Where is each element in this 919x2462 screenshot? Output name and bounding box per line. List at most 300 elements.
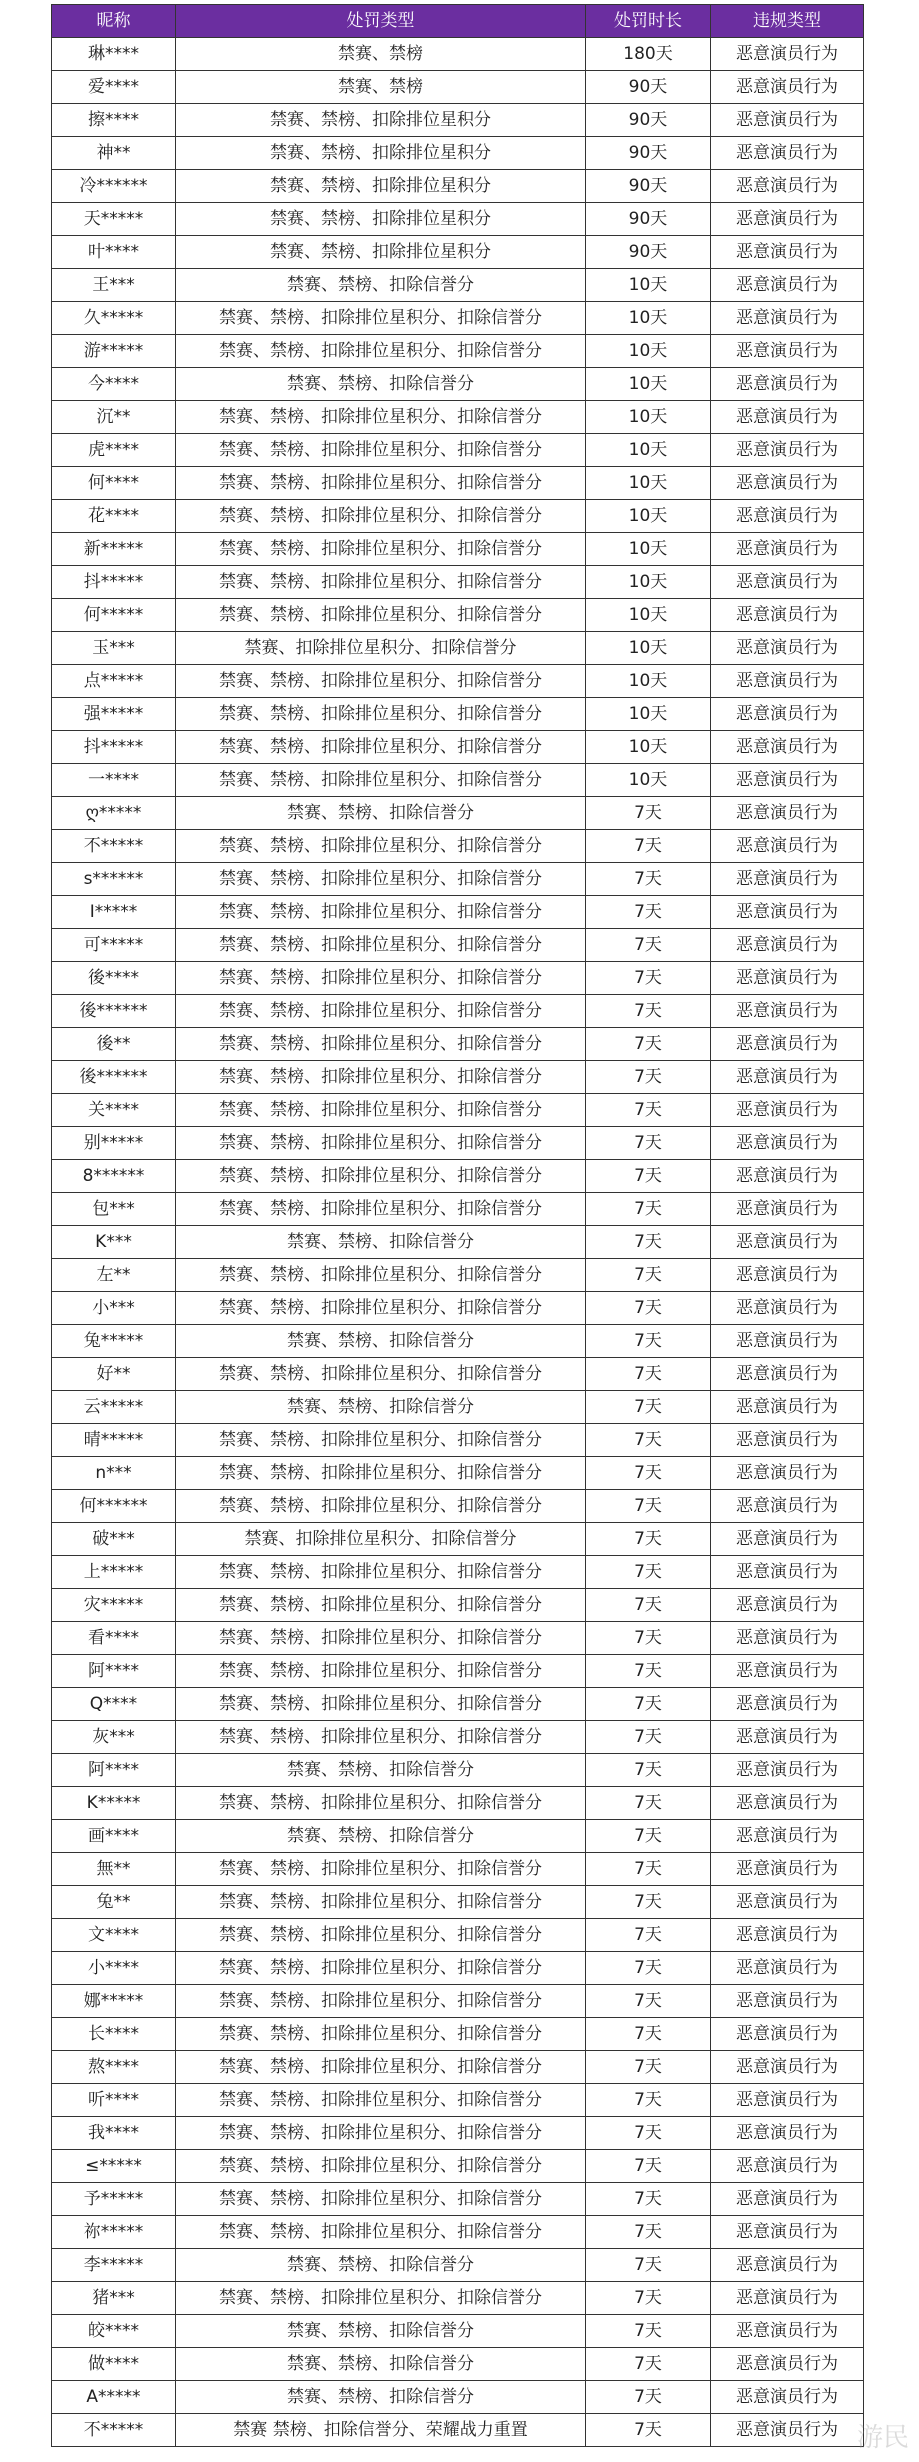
- duration-cell: 7天: [586, 2150, 711, 2183]
- violation-type-cell: 恶意演员行为: [711, 236, 864, 269]
- table-row: [52, 2414, 864, 2447]
- duration-cell: 10天: [586, 566, 711, 599]
- table-row: [52, 995, 864, 1028]
- table-row: [52, 1985, 864, 2018]
- penalty-type-cell: 禁赛、禁榜、扣除排位星积分、扣除信誉分: [176, 1292, 586, 1325]
- table-row: [52, 302, 864, 335]
- penalty-type-cell: 禁赛、禁榜、扣除排位星积分、扣除信誉分: [176, 1160, 586, 1193]
- duration-cell: 7天: [586, 1820, 711, 1853]
- nickname-cell: 好**: [52, 1358, 176, 1391]
- table-row: [52, 401, 864, 434]
- table-row: [52, 467, 864, 500]
- violation-type-cell: 恶意演员行为: [711, 1688, 864, 1721]
- violation-type-cell: 恶意演员行为: [711, 170, 864, 203]
- violation-type-cell: 恶意演员行为: [711, 764, 864, 797]
- penalty-type-cell: 禁赛、禁榜、扣除排位星积分、扣除信誉分: [176, 2018, 586, 2051]
- nickname-cell: 关****: [52, 1094, 176, 1127]
- violation-type-cell: 恶意演员行为: [711, 995, 864, 1028]
- violation-type-cell: 恶意演员行为: [711, 1820, 864, 1853]
- table-row: [52, 1523, 864, 1556]
- penalty-type-cell: 禁赛、禁榜: [176, 38, 586, 71]
- violation-type-cell: 恶意演员行为: [711, 2348, 864, 2381]
- nickname-cell: 何******: [52, 1490, 176, 1523]
- table-row: [52, 533, 864, 566]
- duration-cell: 7天: [586, 2051, 711, 2084]
- penalty-type-cell: 禁赛、禁榜、扣除排位星积分、扣除信誉分: [176, 1853, 586, 1886]
- duration-cell: 7天: [586, 1292, 711, 1325]
- duration-cell: 7天: [586, 1061, 711, 1094]
- penalty-type-cell: 禁赛、禁榜、扣除排位星积分、扣除信誉分: [176, 1886, 586, 1919]
- duration-cell: 7天: [586, 995, 711, 1028]
- table-row: [52, 2117, 864, 2150]
- duration-cell: 7天: [586, 962, 711, 995]
- table-row: [52, 38, 864, 71]
- penalty-type-cell: 禁赛、扣除排位星积分、扣除信誉分: [176, 1523, 586, 1556]
- penalty-type-cell: 禁赛、禁榜、扣除排位星积分: [176, 104, 586, 137]
- nickname-cell: 後******: [52, 995, 176, 1028]
- duration-cell: 7天: [586, 896, 711, 929]
- duration-cell: 7天: [586, 1523, 711, 1556]
- duration-cell: 7天: [586, 2249, 711, 2282]
- duration-cell: 7天: [586, 2084, 711, 2117]
- nickname-cell: 小***: [52, 1292, 176, 1325]
- table-row: [52, 2249, 864, 2282]
- duration-cell: 7天: [586, 1886, 711, 1919]
- penalty-type-cell: 禁赛 禁榜、扣除信誉分、荣耀战力重置: [176, 2414, 586, 2447]
- penalty-type-cell: 禁赛、禁榜、扣除排位星积分、扣除信誉分: [176, 863, 586, 896]
- duration-cell: 7天: [586, 1127, 711, 1160]
- violation-type-cell: 恶意演员行为: [711, 434, 864, 467]
- nickname-cell: 無**: [52, 1853, 176, 1886]
- table-row: [52, 335, 864, 368]
- nickname-cell: 何*****: [52, 599, 176, 632]
- column-header-duration: 处罚时长: [586, 5, 711, 38]
- violation-type-cell: 恶意演员行为: [711, 2216, 864, 2249]
- violation-type-cell: 恶意演员行为: [711, 1424, 864, 1457]
- duration-cell: 7天: [586, 1325, 711, 1358]
- nickname-cell: A*****: [52, 2381, 176, 2414]
- nickname-cell: 听****: [52, 2084, 176, 2117]
- table-row: [52, 962, 864, 995]
- penalty-type-cell: 禁赛、禁榜、扣除信誉分: [176, 1226, 586, 1259]
- nickname-cell: 长****: [52, 2018, 176, 2051]
- nickname-cell: 可*****: [52, 929, 176, 962]
- duration-cell: 7天: [586, 830, 711, 863]
- duration-cell: 7天: [586, 1160, 711, 1193]
- duration-cell: 7天: [586, 1589, 711, 1622]
- duration-cell: 10天: [586, 302, 711, 335]
- violation-type-cell: 恶意演员行为: [711, 1160, 864, 1193]
- penalty-type-cell: 禁赛、禁榜、扣除排位星积分、扣除信誉分: [176, 335, 586, 368]
- duration-cell: 7天: [586, 1391, 711, 1424]
- nickname-cell: 上*****: [52, 1556, 176, 1589]
- table-row: [52, 1655, 864, 1688]
- nickname-cell: 强*****: [52, 698, 176, 731]
- table-row: [52, 2051, 864, 2084]
- duration-cell: 7天: [586, 2117, 711, 2150]
- nickname-cell: 灾*****: [52, 1589, 176, 1622]
- violation-type-cell: 恶意演员行为: [711, 2315, 864, 2348]
- violation-type-cell: 恶意演员行为: [711, 830, 864, 863]
- violation-type-cell: 恶意演员行为: [711, 632, 864, 665]
- penalty-type-cell: 禁赛、禁榜、扣除信誉分: [176, 1325, 586, 1358]
- nickname-cell: s******: [52, 863, 176, 896]
- violation-type-cell: 恶意演员行为: [711, 1919, 864, 1952]
- nickname-cell: 神**: [52, 137, 176, 170]
- duration-cell: 7天: [586, 1721, 711, 1754]
- nickname-cell: ღ*****: [52, 797, 176, 830]
- table-row: [52, 170, 864, 203]
- penalty-type-cell: 禁赛、禁榜、扣除信誉分: [176, 269, 586, 302]
- nickname-cell: K*****: [52, 1787, 176, 1820]
- nickname-cell: 我****: [52, 2117, 176, 2150]
- duration-cell: 7天: [586, 2018, 711, 2051]
- penalty-type-cell: 禁赛、禁榜、扣除排位星积分、扣除信誉分: [176, 1490, 586, 1523]
- penalty-type-cell: 禁赛、禁榜、扣除信誉分: [176, 1754, 586, 1787]
- nickname-cell: 晴*****: [52, 1424, 176, 1457]
- violation-type-cell: 恶意演员行为: [711, 1985, 864, 2018]
- nickname-cell: 後******: [52, 1061, 176, 1094]
- nickname-cell: Q****: [52, 1688, 176, 1721]
- table-row: [52, 1127, 864, 1160]
- duration-cell: 10天: [586, 764, 711, 797]
- violation-type-cell: 恶意演员行为: [711, 1292, 864, 1325]
- violation-type-cell: 恶意演员行为: [711, 1358, 864, 1391]
- nickname-cell: 小****: [52, 1952, 176, 1985]
- violation-type-cell: 恶意演员行为: [711, 1787, 864, 1820]
- penalty-type-cell: 禁赛、禁榜、扣除排位星积分: [176, 236, 586, 269]
- violation-type-cell: 恶意演员行为: [711, 500, 864, 533]
- table-row: [52, 1853, 864, 1886]
- nickname-cell: 何****: [52, 467, 176, 500]
- penalty-type-cell: 禁赛、禁榜、扣除信誉分: [176, 797, 586, 830]
- duration-cell: 7天: [586, 1094, 711, 1127]
- duration-cell: 7天: [586, 863, 711, 896]
- violation-type-cell: 恶意演员行为: [711, 302, 864, 335]
- violation-type-cell: 恶意演员行为: [711, 863, 864, 896]
- table-row: [52, 1952, 864, 1985]
- nickname-cell: 玉***: [52, 632, 176, 665]
- violation-type-cell: 恶意演员行为: [711, 1028, 864, 1061]
- penalty-type-cell: 禁赛、禁榜、扣除排位星积分、扣除信誉分: [176, 1787, 586, 1820]
- duration-cell: 7天: [586, 2348, 711, 2381]
- duration-cell: 90天: [586, 170, 711, 203]
- violation-type-cell: 恶意演员行为: [711, 1226, 864, 1259]
- nickname-cell: K***: [52, 1226, 176, 1259]
- table-row: [52, 2216, 864, 2249]
- table-row: [52, 698, 864, 731]
- penalty-type-cell: 禁赛、禁榜、扣除排位星积分、扣除信誉分: [176, 665, 586, 698]
- duration-cell: 7天: [586, 1952, 711, 1985]
- penalty-type-cell: 禁赛、禁榜、扣除排位星积分、扣除信誉分: [176, 1424, 586, 1457]
- penalty-type-cell: 禁赛、禁榜、扣除排位星积分、扣除信誉分: [176, 1193, 586, 1226]
- penalty-type-cell: 禁赛、禁榜、扣除排位星积分、扣除信誉分: [176, 2183, 586, 2216]
- nickname-cell: 娜*****: [52, 1985, 176, 2018]
- penalty-type-cell: 禁赛、禁榜、扣除排位星积分、扣除信誉分: [176, 1457, 586, 1490]
- duration-cell: 7天: [586, 1985, 711, 2018]
- penalty-type-cell: 禁赛、禁榜、扣除排位星积分、扣除信誉分: [176, 1556, 586, 1589]
- table-row: [52, 863, 864, 896]
- duration-cell: 10天: [586, 368, 711, 401]
- nickname-cell: 予*****: [52, 2183, 176, 2216]
- violation-type-cell: 恶意演员行为: [711, 203, 864, 236]
- violation-type-cell: 恶意演员行为: [711, 1952, 864, 1985]
- watermark-logo: 游民: [856, 2423, 909, 2453]
- duration-cell: 7天: [586, 2315, 711, 2348]
- penalty-type-cell: 禁赛、禁榜、扣除排位星积分、扣除信誉分: [176, 929, 586, 962]
- duration-cell: 7天: [586, 1358, 711, 1391]
- nickname-cell: 兔**: [52, 1886, 176, 1919]
- violation-type-cell: 恶意演员行为: [711, 368, 864, 401]
- duration-cell: 90天: [586, 236, 711, 269]
- violation-type-cell: 恶意演员行为: [711, 1853, 864, 1886]
- violation-type-cell: 恶意演员行为: [711, 1523, 864, 1556]
- violation-type-cell: 恶意演员行为: [711, 269, 864, 302]
- table-row: [52, 2183, 864, 2216]
- nickname-cell: 看****: [52, 1622, 176, 1655]
- table-row: [52, 1028, 864, 1061]
- nickname-cell: 叶****: [52, 236, 176, 269]
- penalty-type-cell: 禁赛、禁榜、扣除信誉分: [176, 2315, 586, 2348]
- violation-type-cell: 恶意演员行为: [711, 2084, 864, 2117]
- penalty-type-cell: 禁赛、禁榜、扣除排位星积分、扣除信誉分: [176, 1985, 586, 2018]
- duration-cell: 7天: [586, 1655, 711, 1688]
- table-row: [52, 1193, 864, 1226]
- nickname-cell: 不*****: [52, 2414, 176, 2447]
- nickname-cell: 沉**: [52, 401, 176, 434]
- nickname-cell: 8******: [52, 1160, 176, 1193]
- violation-type-cell: 恶意演员行为: [711, 2117, 864, 2150]
- duration-cell: 7天: [586, 1193, 711, 1226]
- violation-type-cell: 恶意演员行为: [711, 1094, 864, 1127]
- violation-type-cell: 恶意演员行为: [711, 533, 864, 566]
- nickname-cell: 左**: [52, 1259, 176, 1292]
- violation-type-cell: 恶意演员行为: [711, 137, 864, 170]
- table-body: [52, 38, 864, 2447]
- nickname-cell: 游*****: [52, 335, 176, 368]
- violation-type-cell: 恶意演员行为: [711, 104, 864, 137]
- table-row: [52, 434, 864, 467]
- column-header-nickname: 昵称: [52, 5, 176, 38]
- penalty-type-cell: 禁赛、禁榜、扣除排位星积分、扣除信誉分: [176, 731, 586, 764]
- table-row: [52, 929, 864, 962]
- penalty-type-cell: 禁赛、禁榜、扣除排位星积分: [176, 137, 586, 170]
- nickname-cell: 熬****: [52, 2051, 176, 2084]
- penalty-type-cell: 禁赛、禁榜、扣除排位星积分、扣除信誉分: [176, 500, 586, 533]
- violation-type-cell: 恶意演员行为: [711, 1391, 864, 1424]
- nickname-cell: I*****: [52, 896, 176, 929]
- table-row: [52, 1820, 864, 1853]
- violation-type-cell: 恶意演员行为: [711, 401, 864, 434]
- table-row: [52, 764, 864, 797]
- penalty-type-cell: 禁赛、禁榜、扣除排位星积分、扣除信誉分: [176, 2084, 586, 2117]
- table-row: [52, 1688, 864, 1721]
- violation-type-cell: 恶意演员行为: [711, 1655, 864, 1688]
- duration-cell: 10天: [586, 500, 711, 533]
- violation-type-cell: 恶意演员行为: [711, 2249, 864, 2282]
- duration-cell: 7天: [586, 2216, 711, 2249]
- table-row: [52, 797, 864, 830]
- violation-type-cell: 恶意演员行为: [711, 2381, 864, 2414]
- duration-cell: 7天: [586, 1490, 711, 1523]
- nickname-cell: 後**: [52, 1028, 176, 1061]
- penalty-type-cell: 禁赛、禁榜、扣除排位星积分、扣除信誉分: [176, 599, 586, 632]
- violation-type-cell: 恶意演员行为: [711, 2282, 864, 2315]
- nickname-cell: 久*****: [52, 302, 176, 335]
- violation-type-cell: 恶意演员行为: [711, 2150, 864, 2183]
- violation-type-cell: 恶意演员行为: [711, 1589, 864, 1622]
- violation-type-cell: 恶意演员行为: [711, 1754, 864, 1787]
- nickname-cell: 破***: [52, 1523, 176, 1556]
- table-row: [52, 1292, 864, 1325]
- penalty-type-cell: 禁赛、禁榜、扣除排位星积分、扣除信誉分: [176, 2150, 586, 2183]
- table-row: [52, 236, 864, 269]
- violation-type-cell: 恶意演员行为: [711, 566, 864, 599]
- nickname-cell: 做****: [52, 2348, 176, 2381]
- table-row: [52, 1094, 864, 1127]
- nickname-cell: 包***: [52, 1193, 176, 1226]
- nickname-cell: 新*****: [52, 533, 176, 566]
- nickname-cell: 花****: [52, 500, 176, 533]
- penalty-type-cell: 禁赛、禁榜、扣除排位星积分、扣除信誉分: [176, 1919, 586, 1952]
- penalty-type-cell: 禁赛、禁榜、扣除信誉分: [176, 368, 586, 401]
- table-row: [52, 632, 864, 665]
- duration-cell: 10天: [586, 533, 711, 566]
- penalty-type-cell: 禁赛、禁榜: [176, 71, 586, 104]
- penalty-type-cell: 禁赛、禁榜、扣除信誉分: [176, 2348, 586, 2381]
- violation-type-cell: 恶意演员行为: [711, 1886, 864, 1919]
- penalty-type-cell: 禁赛、禁榜、扣除排位星积分、扣除信誉分: [176, 1259, 586, 1292]
- table-header-row: [52, 5, 864, 38]
- duration-cell: 10天: [586, 698, 711, 731]
- table-row: [52, 137, 864, 170]
- violation-type-cell: 恶意演员行为: [711, 929, 864, 962]
- penalty-type-cell: 禁赛、禁榜、扣除排位星积分、扣除信誉分: [176, 467, 586, 500]
- penalty-type-cell: 禁赛、禁榜、扣除排位星积分: [176, 170, 586, 203]
- table-row: [52, 2150, 864, 2183]
- penalty-type-cell: 禁赛、禁榜、扣除排位星积分、扣除信誉分: [176, 1127, 586, 1160]
- table-row: [52, 104, 864, 137]
- table-row: [52, 665, 864, 698]
- nickname-cell: 天*****: [52, 203, 176, 236]
- column-header-penalty-type: 处罚类型: [176, 5, 586, 38]
- duration-cell: 7天: [586, 1919, 711, 1952]
- penalty-type-cell: 禁赛、禁榜、扣除排位星积分、扣除信誉分: [176, 698, 586, 731]
- penalty-type-cell: 禁赛、禁榜、扣除排位星积分: [176, 203, 586, 236]
- table-row: [52, 1325, 864, 1358]
- duration-cell: 10天: [586, 599, 711, 632]
- penalty-type-cell: 禁赛、禁榜、扣除排位星积分、扣除信誉分: [176, 434, 586, 467]
- penalty-type-cell: 禁赛、禁榜、扣除排位星积分、扣除信誉分: [176, 302, 586, 335]
- penalty-type-cell: 禁赛、禁榜、扣除排位星积分、扣除信誉分: [176, 2282, 586, 2315]
- violation-type-cell: 恶意演员行为: [711, 71, 864, 104]
- table-row: [52, 1886, 864, 1919]
- duration-cell: 7天: [586, 2183, 711, 2216]
- nickname-cell: 不*****: [52, 830, 176, 863]
- duration-cell: 10天: [586, 665, 711, 698]
- nickname-cell: 点*****: [52, 665, 176, 698]
- nickname-cell: 擦****: [52, 104, 176, 137]
- nickname-cell: n***: [52, 1457, 176, 1490]
- table-row: [52, 830, 864, 863]
- penalty-type-cell: 禁赛、禁榜、扣除排位星积分、扣除信誉分: [176, 896, 586, 929]
- duration-cell: 7天: [586, 1622, 711, 1655]
- table-row: [52, 71, 864, 104]
- penalty-type-cell: 禁赛、扣除排位星积分、扣除信誉分: [176, 632, 586, 665]
- table-row: [52, 1754, 864, 1787]
- nickname-cell: 阿****: [52, 1754, 176, 1787]
- table-row: [52, 1358, 864, 1391]
- table-row: [52, 269, 864, 302]
- penalty-type-cell: 禁赛、禁榜、扣除排位星积分、扣除信誉分: [176, 962, 586, 995]
- violation-type-cell: 恶意演员行为: [711, 1127, 864, 1160]
- duration-cell: 7天: [586, 2282, 711, 2315]
- table-row: [52, 2018, 864, 2051]
- table-row: [52, 1424, 864, 1457]
- violation-type-cell: 恶意演员行为: [711, 2183, 864, 2216]
- table-row: [52, 1787, 864, 1820]
- table-row: [52, 203, 864, 236]
- violation-type-cell: 恶意演员行为: [711, 1721, 864, 1754]
- violation-type-cell: 恶意演员行为: [711, 1193, 864, 1226]
- duration-cell: 7天: [586, 1028, 711, 1061]
- table-row: [52, 2282, 864, 2315]
- violation-type-cell: 恶意演员行为: [711, 1061, 864, 1094]
- nickname-cell: 猪***: [52, 2282, 176, 2315]
- nickname-cell: 文****: [52, 1919, 176, 1952]
- penalty-type-cell: 禁赛、禁榜、扣除排位星积分、扣除信誉分: [176, 995, 586, 1028]
- violation-type-cell: 恶意演员行为: [711, 2018, 864, 2051]
- duration-cell: 10天: [586, 401, 711, 434]
- violation-type-cell: 恶意演员行为: [711, 731, 864, 764]
- table-row: [52, 1919, 864, 1952]
- duration-cell: 10天: [586, 632, 711, 665]
- penalty-type-cell: 禁赛、禁榜、扣除排位星积分、扣除信誉分: [176, 1028, 586, 1061]
- nickname-cell: 爱****: [52, 71, 176, 104]
- violation-type-cell: 恶意演员行为: [711, 962, 864, 995]
- column-header-violation-type: 违规类型: [711, 5, 864, 38]
- table-row: [52, 1721, 864, 1754]
- violation-type-cell: 恶意演员行为: [711, 38, 864, 71]
- penalty-type-cell: 禁赛、禁榜、扣除信誉分: [176, 1391, 586, 1424]
- duration-cell: 7天: [586, 1688, 711, 1721]
- violation-type-cell: 恶意演员行为: [711, 599, 864, 632]
- penalty-type-cell: 禁赛、禁榜、扣除信誉分: [176, 1820, 586, 1853]
- nickname-cell: ≤*****: [52, 2150, 176, 2183]
- nickname-cell: 阿****: [52, 1655, 176, 1688]
- duration-cell: 7天: [586, 1457, 711, 1490]
- duration-cell: 7天: [586, 2381, 711, 2414]
- penalty-type-cell: 禁赛、禁榜、扣除信誉分: [176, 2249, 586, 2282]
- nickname-cell: 云*****: [52, 1391, 176, 1424]
- nickname-cell: 抖*****: [52, 566, 176, 599]
- table-row: [52, 1457, 864, 1490]
- duration-cell: 7天: [586, 929, 711, 962]
- table-row: [52, 1391, 864, 1424]
- nickname-cell: 王***: [52, 269, 176, 302]
- violation-type-cell: 恶意演员行为: [711, 1259, 864, 1292]
- penalty-type-cell: 禁赛、禁榜、扣除排位星积分、扣除信誉分: [176, 1358, 586, 1391]
- violation-type-cell: 恶意演员行为: [711, 2414, 864, 2447]
- violation-type-cell: 恶意演员行为: [711, 1622, 864, 1655]
- penalty-type-cell: 禁赛、禁榜、扣除排位星积分、扣除信誉分: [176, 1721, 586, 1754]
- table-row: [52, 368, 864, 401]
- table-row: [52, 896, 864, 929]
- nickname-cell: 一****: [52, 764, 176, 797]
- nickname-cell: 皎****: [52, 2315, 176, 2348]
- penalty-type-cell: 禁赛、禁榜、扣除排位星积分、扣除信誉分: [176, 1655, 586, 1688]
- penalty-type-cell: 禁赛、禁榜、扣除排位星积分、扣除信誉分: [176, 764, 586, 797]
